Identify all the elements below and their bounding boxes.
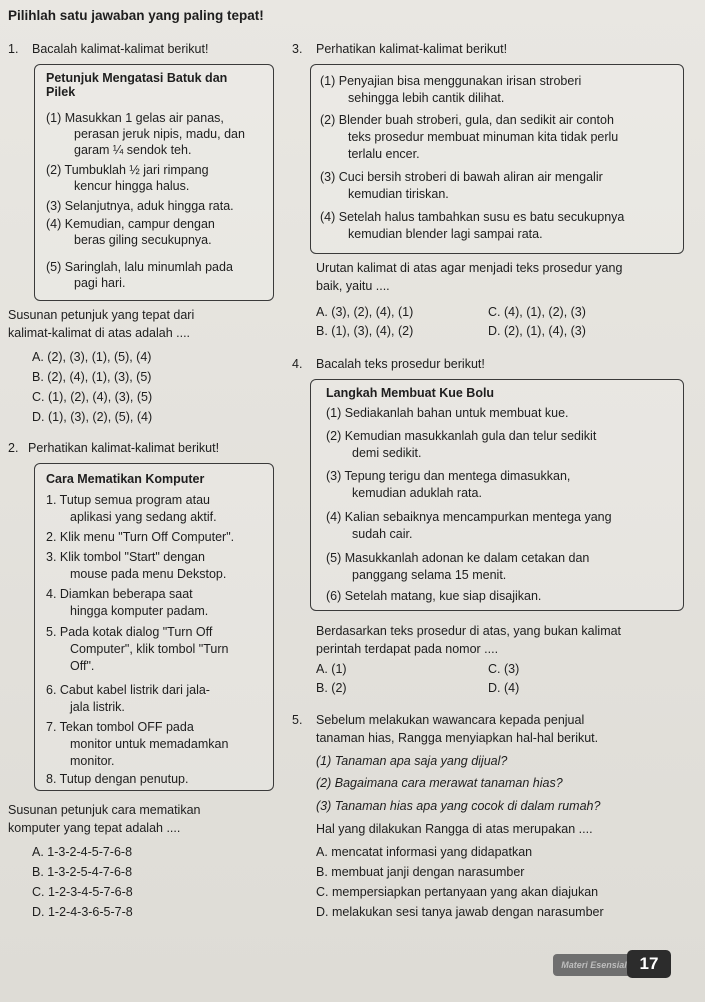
q2-step-1-cont: aplikasi yang sedang aktif. xyxy=(70,510,217,524)
q4-question-line1: Berdasarkan teks prosedur di atas, yang bukan kalimat xyxy=(316,624,622,638)
q3-stem: Perhatikan kalimat-kalimat berikut! xyxy=(316,42,508,56)
q4-step-3-cont: kemudian aduklah rata. xyxy=(352,486,482,500)
q4-step-4-cont: sudah cair. xyxy=(352,527,413,541)
q2-step-5: 5. Pada kotak dialog "Turn Off xyxy=(46,625,213,639)
instruction: Pilihlah satu jawaban yang paling tepat! xyxy=(8,8,264,23)
q5-option-d[interactable]: D. melakukan sesi tanya jawab dengan narasumber xyxy=(316,905,604,919)
q4-step-5: (5) Masukkanlah adonan ke dalam cetakan dan xyxy=(326,551,590,565)
q3-sentence-2: (2) Blender buah stroberi, gula, dan sedikit air contoh xyxy=(320,113,614,127)
q5-item-2: (2) Bagaimana cara merawat tanaman hias? xyxy=(316,776,563,790)
q3-sentence-2-cont: teks prosedur membuat minuman kita tidak perlu xyxy=(348,130,619,144)
q1-box-title-line1: Petunjuk Mengatasi Batuk dan xyxy=(46,71,228,85)
q4-number: 4. xyxy=(292,357,303,371)
q1-option-c[interactable]: C. (1), (2), (4), (3), (5) xyxy=(32,390,153,404)
q5-stem-line2: tanaman hias, Rangga menyiapkan hal-hal berikut. xyxy=(316,731,599,745)
q4-stem: Bacalah teks prosedur berikut! xyxy=(316,357,485,371)
q3-sentence-3-cont: kemudian tiriskan. xyxy=(348,187,449,201)
q1-question-line1: Susunan petunjuk yang tepat dari xyxy=(8,308,195,322)
q4-box-title: Langkah Membuat Kue Bolu xyxy=(326,386,495,400)
q2-step-6-cont: jala listrik. xyxy=(70,700,125,714)
q3-sentence-1: (1) Penyajian bisa menggunakan irisan stroberi xyxy=(320,74,582,88)
q1-step-5: (5) Saringlah, lalu minumlah pada xyxy=(46,260,233,274)
q5-question: Hal yang dilakukan Rangga di atas merupakan .... xyxy=(316,822,593,836)
q4-step-2: (2) Kemudian masukkanlah gula dan telur sedikit xyxy=(326,429,597,443)
q4-step-1: (1) Sediakanlah bahan untuk membuat kue. xyxy=(326,406,569,420)
q2-step-7: 7. Tekan tombol OFF pada xyxy=(46,720,194,734)
q3-option-c[interactable]: C. (4), (1), (2), (3) xyxy=(488,305,586,319)
q2-step-3-cont: mouse pada menu Dekstop. xyxy=(70,567,227,581)
q4-option-b[interactable]: B. (2) xyxy=(316,681,347,695)
q2-step-4: 4. Diamkan beberapa saat xyxy=(46,587,193,601)
q1-step-2-cont: kencur hingga halus. xyxy=(74,179,190,193)
q3-sentence-1-cont: sehingga lebih cantik dilihat. xyxy=(348,91,505,105)
q1-step-1-cont: garam ¼ sendok teh. xyxy=(74,143,192,157)
q3-sentence-4: (4) Setelah halus tambahkan susu es batu secukupnya xyxy=(320,210,625,224)
q2-number: 2. xyxy=(8,441,19,455)
q5-stem-line1: Sebelum melakukan wawancara kepada penjual xyxy=(316,713,585,727)
q5-item-1: (1) Tanaman apa saja yang dijual? xyxy=(316,754,508,768)
q2-step-8: 8. Tutup dengan penutup. xyxy=(46,772,189,786)
q2-step-7-cont: monitor untuk memadamkan xyxy=(70,737,229,751)
q3-sentence-2-cont: terlalu encer. xyxy=(348,147,420,161)
q2-option-a[interactable]: A. 1-3-2-4-5-7-6-8 xyxy=(32,845,133,859)
q3-option-d[interactable]: D. (2), (1), (4), (3) xyxy=(488,324,586,338)
q3-sentence-3: (3) Cuci bersih stroberi di bawah aliran air mengalir xyxy=(320,170,603,184)
q2-option-d[interactable]: D. 1-2-4-3-6-5-7-8 xyxy=(32,905,133,919)
q2-step-1: 1. Tutup semua program atau xyxy=(46,493,210,507)
q4-step-2-cont: demi sedikit. xyxy=(352,446,422,460)
q3-sentence-4-cont: kemudian blender lagi sampai rata. xyxy=(348,227,543,241)
q1-step-1: (1) Masukkan 1 gelas air panas, xyxy=(46,111,224,125)
q1-option-a[interactable]: A. (2), (3), (1), (5), (4) xyxy=(32,350,152,364)
q4-step-4: (4) Kalian sebaiknya mencampurkan mentega yang xyxy=(326,510,612,524)
q2-step-5-cont: Computer", klik tombol "Turn xyxy=(70,642,229,656)
q2-stem: Perhatikan kalimat-kalimat berikut! xyxy=(28,441,220,455)
q5-option-a[interactable]: A. mencatat informasi yang didapatkan xyxy=(316,845,533,859)
q1-option-d[interactable]: D. (1), (3), (2), (5), (4) xyxy=(32,410,153,424)
q2-step-2: 2. Klik menu "Turn Off Computer". xyxy=(46,530,235,544)
q1-number: 1. xyxy=(8,42,19,56)
q1-step-4-cont: beras giling secukupnya. xyxy=(74,233,212,247)
q2-step-5-cont: Off". xyxy=(70,659,95,673)
q4-option-d[interactable]: D. (4) xyxy=(488,681,520,695)
q1-step-1-cont: perasan jeruk nipis, madu, dan xyxy=(74,127,245,141)
q3-option-b[interactable]: B. (1), (3), (4), (2) xyxy=(316,324,414,338)
q5-option-c[interactable]: C. mempersiapkan pertanyaan yang akan diajukan xyxy=(316,885,599,899)
q2-option-c[interactable]: C. 1-2-3-4-5-7-6-8 xyxy=(32,885,133,899)
q1-step-2: (2) Tumbuklah ½ jari rimpang xyxy=(46,163,209,177)
q1-question-line2: kalimat-kalimat di atas adalah .... xyxy=(8,326,191,340)
q5-item-3: (3) Tanaman hias apa yang cocok di dalam rumah? xyxy=(316,799,601,813)
q1-step-3: (3) Selanjutnya, aduk hingga rata. xyxy=(46,199,234,213)
q1-option-b[interactable]: B. (2), (4), (1), (3), (5) xyxy=(32,370,152,384)
q3-question-line2: baik, yaitu .... xyxy=(316,279,390,293)
q4-step-3: (3) Tepung terigu dan mentega dimasukkan, xyxy=(326,469,571,483)
q2-step-4-cont: hingga komputer padam. xyxy=(70,604,209,618)
q4-option-c[interactable]: C. (3) xyxy=(488,662,520,676)
q2-step-3: 3. Klik tombol "Start" dengan xyxy=(46,550,205,564)
q2-question-line2: komputer yang tepat adalah .... xyxy=(8,821,181,835)
q3-option-a[interactable]: A. (3), (2), (4), (1) xyxy=(316,305,414,319)
q4-step-6: (6) Setelah matang, kue siap disajikan. xyxy=(326,589,542,603)
page-number: 17 xyxy=(627,950,671,978)
q5-number: 5. xyxy=(292,713,303,727)
q1-box-title-line2: Pilek xyxy=(46,85,76,99)
q2-box-title: Cara Mematikan Komputer xyxy=(46,472,205,486)
q4-step-5-cont: panggang selama 15 menit. xyxy=(352,568,507,582)
footer-section-label: Materi Esensial xyxy=(553,954,635,976)
q1-step-4: (4) Kemudian, campur dengan xyxy=(46,217,215,231)
q3-number: 3. xyxy=(292,42,303,56)
q2-question-line1: Susunan petunjuk cara mematikan xyxy=(8,803,201,817)
q2-step-7-cont: monitor. xyxy=(70,754,115,768)
q4-option-a[interactable]: A. (1) xyxy=(316,662,347,676)
q4-question-line2: perintah terdapat pada nomor .... xyxy=(316,642,499,656)
q3-question-line1: Urutan kalimat di atas agar menjadi teks prosedur yang xyxy=(316,261,623,275)
q1-step-5-cont: pagi hari. xyxy=(74,276,126,290)
q2-option-b[interactable]: B. 1-3-2-5-4-7-6-8 xyxy=(32,865,133,879)
q5-option-b[interactable]: B. membuat janji dengan narasumber xyxy=(316,865,525,879)
q2-step-6: 6. Cabut kabel listrik dari jala- xyxy=(46,683,210,697)
q1-stem: Bacalah kalimat-kalimat berikut! xyxy=(32,42,209,56)
